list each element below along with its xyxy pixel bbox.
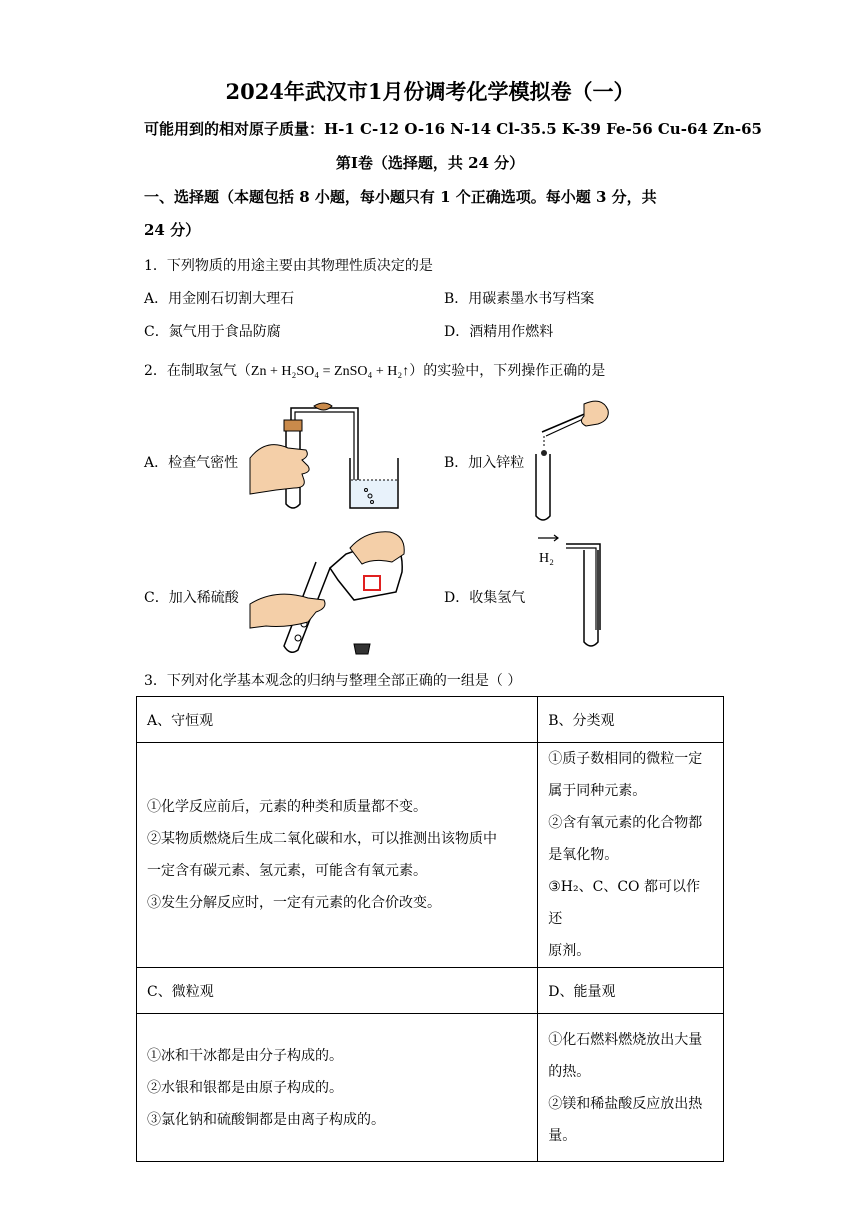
q3-cell-a-body [137,743,538,968]
q3-stem: 3．下列对化学基本观念的归纳与整理全部正确的一组是（ ） [144,673,522,689]
q3-b-line-5: ③H₂、C、CO 都可以作还 [548,879,700,927]
q3-c-line-1: ①冰和干冰都是由分子构成的。 [147,1047,343,1064]
q3-cell-c-head: C、微粒观 [137,968,538,1014]
q3-c-line-3: ③氯化钠和硫酸铜都是由离子构成的。 [147,1111,385,1128]
section-heading-line1: 一、选择题（本题包括 8 小题，每小题只有 1 个正确选项。每小题 3 分，共 [144,188,657,206]
q1-stem: 1．下列物质的用途主要由其物理性质决定的是 [144,258,433,274]
q2-option-b: B．加入锌粒 [444,455,525,471]
q3-cell-c-body [137,1014,538,1162]
q3-a-line-4: ③发生分解反应时，一定有元素的化合价改变。 [147,895,441,911]
q1-option-c: C．氮气用于食品防腐 [144,324,281,340]
q2-equation: Zn + H₂SO₄ = ZnSO₄ + H₂↑ [250,364,410,379]
h2-label: H₂ [539,551,554,566]
q3-a-line-2: ②某物质燃烧后生成二氧化碳和水，可以推测出该物质中 [147,831,497,847]
q3-b-line-4: 是氧化物。 [548,847,619,863]
q3-b-line-3: ②含有氧元素的化合物都 [548,815,703,831]
q2-stem-post: ）的实验中，下列操作正确的是 [409,363,606,379]
q3-a-line-3: 一定含有碳元素、氢元素，可能含有氧元素。 [147,863,427,879]
q3-cell-d-body [538,1014,724,1162]
figure-add-acid [246,528,426,664]
q2-stem-pre: 2．在制取氢气（ [144,363,251,379]
q3-d-line-1: ①化石燃料燃烧放出大量 [548,1031,703,1048]
q3-table [136,696,724,1162]
volume-title: 第Ⅰ卷（选择题，共 24 分） [335,154,525,172]
q2-option-c: C．加入稀硫酸 [144,590,239,606]
q3-d-line-2: 的热。 [548,1063,591,1080]
q1-option-b: B．用碳素墨水书写档案 [444,291,595,307]
q3-c-line-2: ②水银和银都是由原子构成的。 [147,1079,343,1096]
figure-add-zinc [528,396,614,526]
figure-airtightness-check [246,398,406,514]
q3-cell-d-head: D、能量观 [538,968,724,1014]
q3-b-line-2: 属于同种元素。 [548,783,647,799]
q3-b-line-6: 原剂。 [548,943,591,959]
exam-title: 2024年武汉市1月份调考化学模拟卷（一） [225,79,635,104]
q3-d-line-4: 量。 [548,1127,577,1144]
q3-cell-b-body [538,743,724,968]
q3-a-line-1: ①化学反应前后，元素的种类和质量都不变。 [147,799,427,815]
q3-cell-b-head: B、分类观 [538,697,724,743]
q2-stem [144,360,605,380]
q3-b-line-1: ①质子数相同的微粒一定 [548,751,703,767]
q1-option-a: A．用金刚石切割大理石 [144,291,295,307]
q2-option-d: D．收集氢气 [444,590,526,606]
section-heading-line2: 24 分） [144,221,201,239]
q2-option-a: A．检查气密性 [144,455,239,471]
q3-d-line-3: ②镁和稀盐酸反应放出热 [548,1095,703,1112]
q3-cell-a-head: A、守恒观 [137,697,538,743]
q1-option-d: D．酒精用作燃料 [444,324,554,340]
figure-collect-hydrogen [530,534,610,654]
atomic-masses: 可能用到的相对原子质量：H-1 C-12 O-16 N-14 Cl-35.5 K-39 Fe-56 Cu-64 Zn-65 [144,120,762,138]
